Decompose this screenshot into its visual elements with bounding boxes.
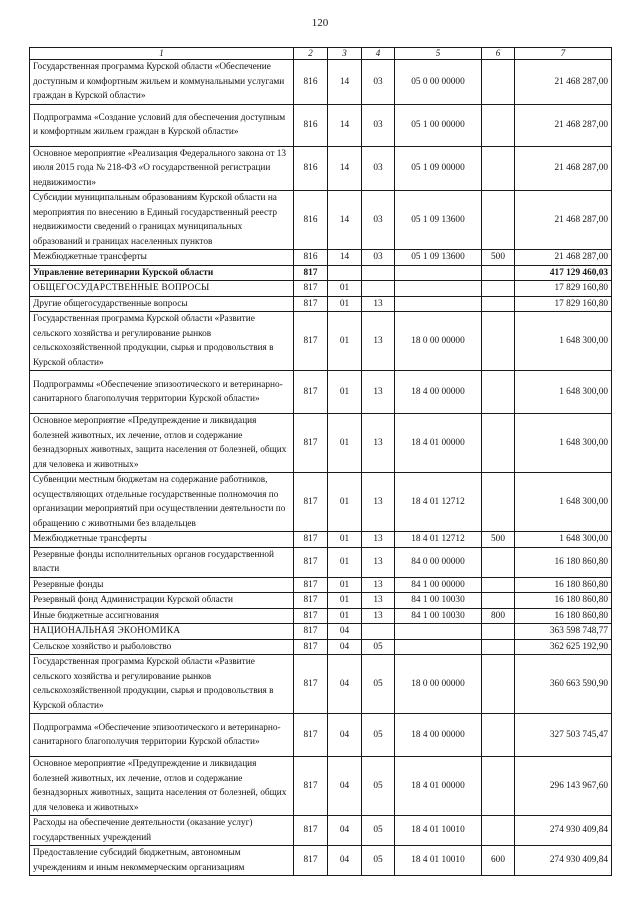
table-row xyxy=(30,639,612,655)
section-cell: 01 xyxy=(328,608,362,624)
ministry-code-cell: 816 xyxy=(294,250,328,266)
section-cell: 14 xyxy=(328,250,362,266)
subsection-cell: 13 xyxy=(362,312,395,371)
row-name-cell: Государственная программа Курской области «Обеспечение доступным и комфортным жильем и коммунальными услугами граждан в Курской области» xyxy=(30,60,294,105)
target-article-cell: 05 0 00 00000 xyxy=(395,60,482,105)
amount-cell: 16 180 860,80 xyxy=(515,547,612,577)
target-article-cell: 18 4 01 10010 xyxy=(395,816,482,846)
amount-cell: 21 468 287,00 xyxy=(515,60,612,105)
row-name-cell: Межбюджетные трансферты xyxy=(30,250,294,266)
row-name-cell: Государственная программа Курской области «Развитие сельского хозяйства и регулирование рынков сельскохозяйственной продукции, сырья и продовольствия в Курской области» xyxy=(30,655,294,714)
amount-cell: 1 648 300,00 xyxy=(515,532,612,548)
subsection-cell: 03 xyxy=(362,146,395,191)
expense-type-cell xyxy=(482,816,515,846)
row-name-cell: Подпрограммы «Обеспечение эпизоотического и ветеринарно-санитарного благополучия территории Курской области» xyxy=(30,371,294,414)
table-row xyxy=(30,816,612,846)
section-cell: 04 xyxy=(328,846,362,876)
ministry-code-cell: 816 xyxy=(294,191,328,250)
expense-type-cell xyxy=(482,191,515,250)
ministry-code-cell: 817 xyxy=(294,371,328,414)
expense-type-cell xyxy=(482,414,515,473)
row-name-cell: Основное мероприятие «Реализация Федерального закона от 13 июля 2015 года № 218-ФЗ «О государственной регистрации недвижимости» xyxy=(30,146,294,191)
table-row xyxy=(30,846,612,876)
section-cell: 04 xyxy=(328,714,362,757)
subsection-cell: 13 xyxy=(362,414,395,473)
section-cell: 01 xyxy=(328,473,362,532)
target-article-cell xyxy=(395,296,482,312)
ministry-code-cell: 817 xyxy=(294,414,328,473)
target-article-cell: 18 4 00 00000 xyxy=(395,714,482,757)
subsection-cell: 05 xyxy=(362,816,395,846)
row-name-cell: Субвенции местным бюджетам на содержание работников, осуществляющих отдельные государственные полномочия по организации мероприятий при осуществлении деятельности по обращению с животными без владельцев xyxy=(30,473,294,532)
expense-type-cell xyxy=(482,655,515,714)
row-name-cell: Основное мероприятие «Предупреждение и ликвидация болезней животных, их лечение, отлов и содержание безнадзорных животных, защита населения от болезней, общих для человека и животных» xyxy=(30,757,294,816)
expense-type-cell xyxy=(482,104,515,146)
target-article-cell: 18 4 01 12712 xyxy=(395,473,482,532)
section-cell: 04 xyxy=(328,816,362,846)
ministry-code-cell: 816 xyxy=(294,146,328,191)
ministry-code-cell: 817 xyxy=(294,608,328,624)
section-cell: 01 xyxy=(328,414,362,473)
column-header: 4 xyxy=(362,48,395,60)
page-number: 120 xyxy=(311,17,329,29)
table-row xyxy=(30,757,612,816)
ministry-code-cell: 816 xyxy=(294,60,328,105)
section-cell: 01 xyxy=(328,547,362,577)
target-article-cell: 18 4 01 12712 xyxy=(395,532,482,548)
subsection-cell: 05 xyxy=(362,714,395,757)
amount-cell: 360 663 590,90 xyxy=(515,655,612,714)
section-cell: 14 xyxy=(328,104,362,146)
subsection-cell: 13 xyxy=(362,608,395,624)
row-name-cell: Иные бюджетные ассигнования xyxy=(30,608,294,624)
column-header: 7 xyxy=(515,48,612,60)
table-row xyxy=(30,191,612,250)
subsection-cell xyxy=(362,265,395,281)
amount-cell: 17 829 160,80 xyxy=(515,296,612,312)
ministry-code-cell: 817 xyxy=(294,757,328,816)
row-name-cell: Государственная программа Курской области «Развитие сельского хозяйства и регулирование рынков сельскохозяйственной продукции, сырья и продовольствия в Курской области» xyxy=(30,312,294,371)
expense-type-cell xyxy=(482,296,515,312)
amount-cell: 16 180 860,80 xyxy=(515,577,612,593)
amount-cell: 1 648 300,00 xyxy=(515,312,612,371)
amount-cell: 17 829 160,80 xyxy=(515,281,612,297)
target-article-cell: 18 0 00 00000 xyxy=(395,312,482,371)
amount-cell: 1 648 300,00 xyxy=(515,371,612,414)
subsection-cell: 03 xyxy=(362,250,395,266)
row-name-cell: Резервные фонды xyxy=(30,577,294,593)
amount-cell: 16 180 860,80 xyxy=(515,608,612,624)
section-cell: 14 xyxy=(328,146,362,191)
ministry-code-cell: 817 xyxy=(294,655,328,714)
ministry-code-cell: 817 xyxy=(294,593,328,609)
amount-cell: 1 648 300,00 xyxy=(515,473,612,532)
subsection-cell: 13 xyxy=(362,296,395,312)
table-row xyxy=(30,655,612,714)
expense-type-cell xyxy=(482,281,515,297)
subsection-cell: 13 xyxy=(362,547,395,577)
ministry-code-cell: 817 xyxy=(294,846,328,876)
target-article-cell xyxy=(395,281,482,297)
amount-cell: 21 468 287,00 xyxy=(515,250,612,266)
section-cell: 01 xyxy=(328,577,362,593)
target-article-cell: 84 1 00 10030 xyxy=(395,593,482,609)
table-row xyxy=(30,265,612,281)
subsection-cell: 13 xyxy=(362,532,395,548)
table-row xyxy=(30,547,612,577)
expense-type-cell xyxy=(482,593,515,609)
subsection-cell: 13 xyxy=(362,473,395,532)
row-name-cell: НАЦИОНАЛЬНАЯ ЭКОНОМИКА xyxy=(30,624,294,640)
subsection-cell: 13 xyxy=(362,577,395,593)
subsection-cell: 03 xyxy=(362,191,395,250)
section-cell: 14 xyxy=(328,60,362,105)
section-cell: 01 xyxy=(328,532,362,548)
expense-type-cell: 600 xyxy=(482,846,515,876)
table-row xyxy=(30,104,612,146)
amount-cell: 16 180 860,80 xyxy=(515,593,612,609)
expense-type-cell: 500 xyxy=(482,250,515,266)
table-row xyxy=(30,312,612,371)
expense-type-cell xyxy=(482,757,515,816)
table-row xyxy=(30,714,612,757)
section-cell: 04 xyxy=(328,757,362,816)
table-row xyxy=(30,608,612,624)
subsection-cell: 13 xyxy=(362,371,395,414)
ministry-code-cell: 817 xyxy=(294,624,328,640)
subsection-cell: 05 xyxy=(362,639,395,655)
section-cell xyxy=(328,265,362,281)
target-article-cell: 05 1 00 00000 xyxy=(395,104,482,146)
ministry-code-cell: 817 xyxy=(294,281,328,297)
section-cell: 01 xyxy=(328,371,362,414)
target-article-cell xyxy=(395,265,482,281)
table-row xyxy=(30,281,612,297)
target-article-cell: 18 4 01 00000 xyxy=(395,757,482,816)
row-name-cell: Подпрограмма «Создание условий для обеспечения доступным и комфортным жильем граждан в Курской области» xyxy=(30,104,294,146)
row-name-cell: Резервные фонды исполнительных органов государственной власти xyxy=(30,547,294,577)
row-name-cell: Расходы на обеспечение деятельности (оказание услуг) государственных учреждений xyxy=(30,816,294,846)
column-header: 6 xyxy=(482,48,515,60)
section-cell: 04 xyxy=(328,639,362,655)
amount-cell: 274 930 409,84 xyxy=(515,846,612,876)
amount-cell: 417 129 460,03 xyxy=(515,265,612,281)
row-name-cell: Основное мероприятие «Предупреждение и ликвидация болезней животных, их лечение, отлов и содержание безнадзорных животных, защита населения от болезней, общих для человека и животных» xyxy=(30,414,294,473)
section-cell: 04 xyxy=(328,655,362,714)
row-name-cell: ОБЩЕГОСУДАРСТВЕННЫЕ ВОПРОСЫ xyxy=(30,281,294,297)
row-name-cell: Сельское хозяйство и рыболовство xyxy=(30,639,294,655)
ministry-code-cell: 817 xyxy=(294,265,328,281)
table-row xyxy=(30,296,612,312)
target-article-cell: 05 1 09 13600 xyxy=(395,250,482,266)
ministry-code-cell: 817 xyxy=(294,473,328,532)
expense-type-cell xyxy=(482,371,515,414)
subsection-cell: 03 xyxy=(362,104,395,146)
row-name-cell: Субсидии муниципальным образованиям Курской области на мероприятия по внесению в Единый государственный реестр недвижимости сведений о границах муниципальных образований и границах населенных пунктов xyxy=(30,191,294,250)
table-row xyxy=(30,414,612,473)
amount-cell: 1 648 300,00 xyxy=(515,414,612,473)
ministry-code-cell: 817 xyxy=(294,577,328,593)
amount-cell: 21 468 287,00 xyxy=(515,191,612,250)
table-row xyxy=(30,60,612,105)
subsection-cell: 05 xyxy=(362,655,395,714)
subsection-cell xyxy=(362,624,395,640)
row-name-cell: Другие общегосударственные вопросы xyxy=(30,296,294,312)
budget-table xyxy=(29,47,612,876)
target-article-cell: 84 0 00 00000 xyxy=(395,547,482,577)
table-row xyxy=(30,593,612,609)
subsection-cell xyxy=(362,281,395,297)
ministry-code-cell: 817 xyxy=(294,816,328,846)
ministry-code-cell: 817 xyxy=(294,639,328,655)
expense-type-cell xyxy=(482,639,515,655)
target-article-cell xyxy=(395,624,482,640)
section-cell: 01 xyxy=(328,312,362,371)
section-cell: 04 xyxy=(328,624,362,640)
target-article-cell: 18 4 01 10010 xyxy=(395,846,482,876)
table-body xyxy=(30,48,612,876)
row-name-cell: Предоставление субсидий бюджетным, автономным учреждениям и иным некоммерческим организациям xyxy=(30,846,294,876)
table-row xyxy=(30,146,612,191)
ministry-code-cell: 817 xyxy=(294,714,328,757)
expense-type-cell xyxy=(482,146,515,191)
amount-cell: 362 625 192,90 xyxy=(515,639,612,655)
expense-type-cell: 800 xyxy=(482,608,515,624)
target-article-cell xyxy=(395,639,482,655)
target-article-cell: 18 0 00 00000 xyxy=(395,655,482,714)
amount-cell: 21 468 287,00 xyxy=(515,146,612,191)
subsection-cell: 03 xyxy=(362,60,395,105)
row-name-cell: Подпрограмма «Обеспечение эпизоотического и ветеринарно-санитарного благополучия территории Курской области» xyxy=(30,714,294,757)
expense-type-cell xyxy=(482,473,515,532)
subsection-cell: 05 xyxy=(362,846,395,876)
expense-type-cell xyxy=(482,577,515,593)
table-row xyxy=(30,577,612,593)
amount-cell: 296 143 967,60 xyxy=(515,757,612,816)
subsection-cell: 05 xyxy=(362,757,395,816)
target-article-cell: 18 4 00 00000 xyxy=(395,371,482,414)
section-cell: 01 xyxy=(328,593,362,609)
expense-type-cell xyxy=(482,714,515,757)
expense-type-cell xyxy=(482,547,515,577)
ministry-code-cell: 817 xyxy=(294,296,328,312)
amount-cell: 363 598 748,77 xyxy=(515,624,612,640)
section-cell: 01 xyxy=(328,296,362,312)
table-row xyxy=(30,250,612,266)
expense-type-cell xyxy=(482,312,515,371)
amount-cell: 274 930 409,84 xyxy=(515,816,612,846)
column-header: 5 xyxy=(395,48,482,60)
column-header: 3 xyxy=(328,48,362,60)
target-article-cell: 18 4 01 00000 xyxy=(395,414,482,473)
ministry-code-cell: 817 xyxy=(294,532,328,548)
target-article-cell: 05 1 09 00000 xyxy=(395,146,482,191)
column-header: 1 xyxy=(30,48,294,60)
table-row xyxy=(30,532,612,548)
column-header-row xyxy=(30,48,612,60)
target-article-cell: 05 1 09 13600 xyxy=(395,191,482,250)
expense-type-cell xyxy=(482,624,515,640)
table-row xyxy=(30,624,612,640)
table-row xyxy=(30,473,612,532)
target-article-cell: 84 1 00 00000 xyxy=(395,577,482,593)
subsection-cell: 13 xyxy=(362,593,395,609)
section-cell: 01 xyxy=(328,281,362,297)
ministry-code-cell: 817 xyxy=(294,312,328,371)
ministry-code-cell: 816 xyxy=(294,104,328,146)
section-cell: 14 xyxy=(328,191,362,250)
row-name-cell: Управление ветеринарии Курской области xyxy=(30,265,294,281)
ministry-code-cell: 817 xyxy=(294,547,328,577)
target-article-cell: 84 1 00 10030 xyxy=(395,608,482,624)
row-name-cell: Резервный фонд Администрации Курской области xyxy=(30,593,294,609)
expense-type-cell: 500 xyxy=(482,532,515,548)
amount-cell: 327 503 745,47 xyxy=(515,714,612,757)
column-header: 2 xyxy=(294,48,328,60)
table-row xyxy=(30,371,612,414)
expense-type-cell xyxy=(482,60,515,105)
amount-cell: 21 468 287,00 xyxy=(515,104,612,146)
expense-type-cell xyxy=(482,265,515,281)
row-name-cell: Межбюджетные трансферты xyxy=(30,532,294,548)
